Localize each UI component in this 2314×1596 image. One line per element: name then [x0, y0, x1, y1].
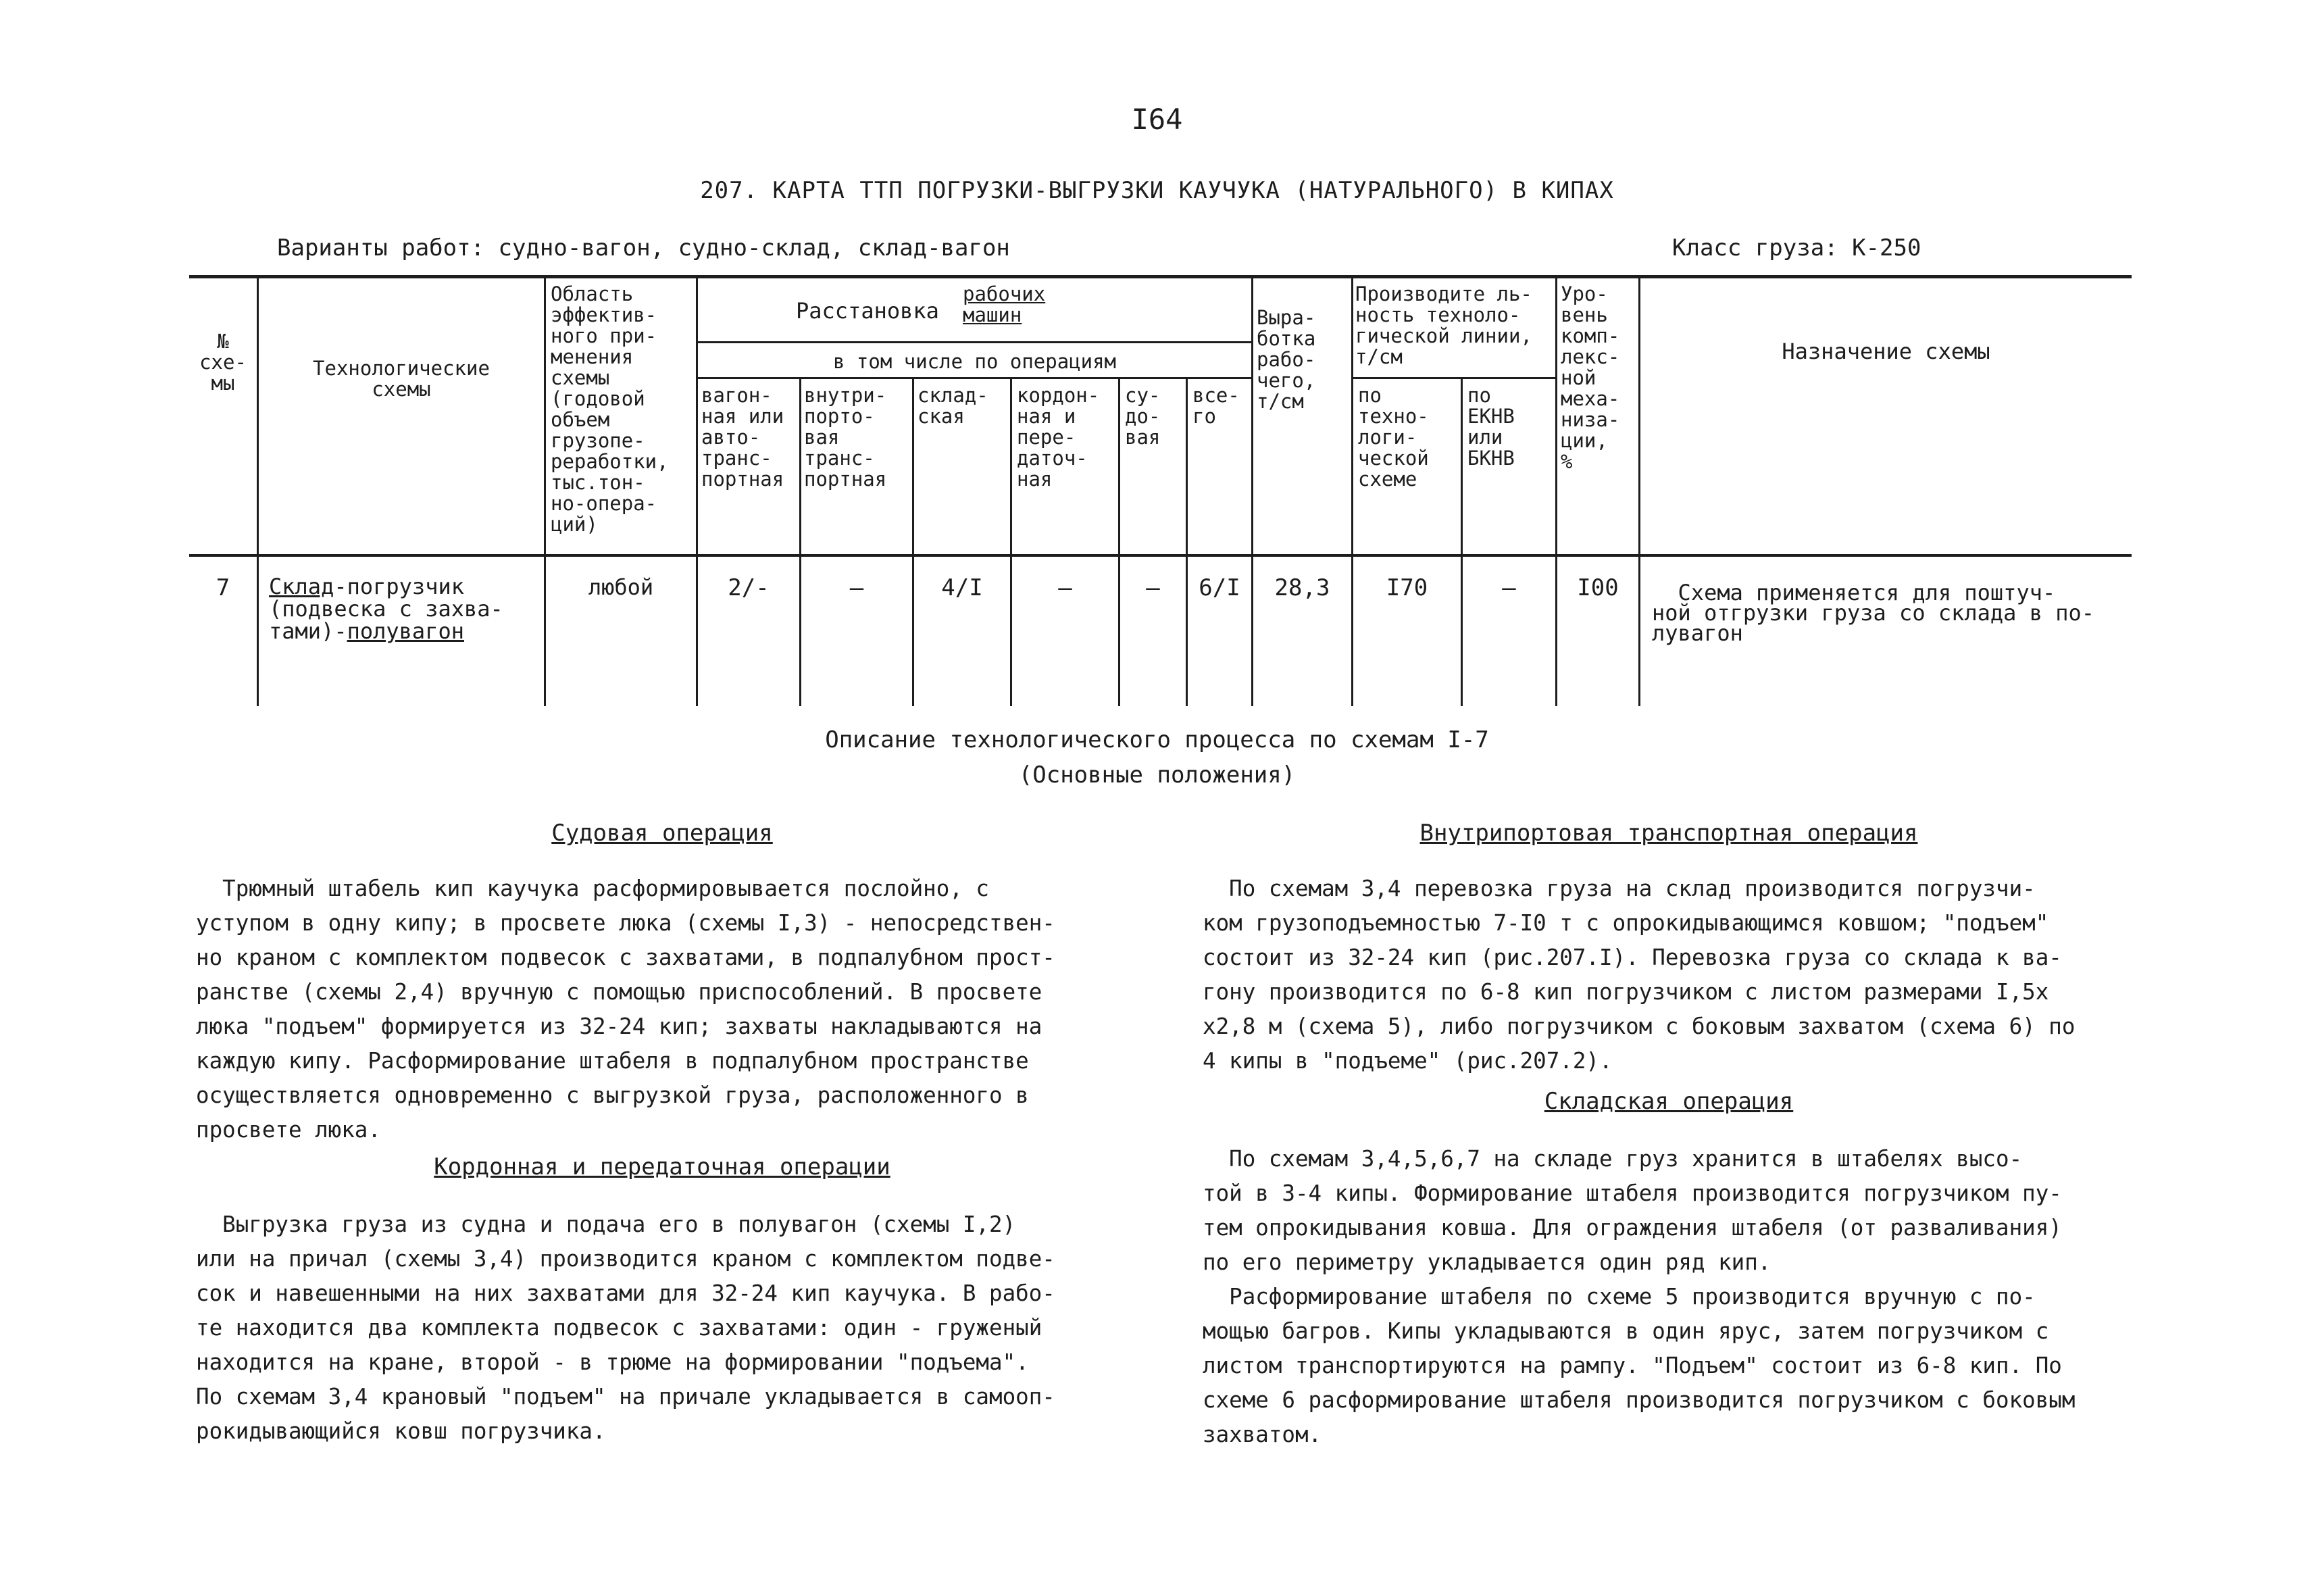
row-output: 28,3 [1274, 574, 1330, 601]
table-rule [696, 377, 1251, 379]
header-op-wagon: вагон- ная или авто- транс- портная [701, 384, 784, 491]
header-prod-by-scheme: по техно- логи- ческой схеме [1358, 384, 1429, 491]
header-prod-by-ekhv: по ЕКНВ или БКНВ [1467, 384, 1515, 470]
document-title: 207. КАРТА ТТП ПОГРУЗКИ-ВЫГРУЗКИ КАУЧУКА (НАТУРАЛЬНОГО) В КИПАХ [700, 177, 1614, 204]
header-mechanization: Уро- вень комп- лекс- ной меха- низа- ции, % [1561, 282, 1620, 473]
table-rule [1351, 377, 1555, 379]
table-col-rule [1461, 378, 1463, 706]
section-title-ship: Судовая операция [551, 820, 773, 847]
header-by-operation: в том числе по операциям [832, 350, 1117, 373]
table-col-rule [1351, 277, 1353, 706]
row-prod-ekhv: – [1502, 574, 1516, 601]
table-col-rule [544, 277, 546, 706]
header-output: Выра- ботка рабо- чего, т/см [1257, 306, 1316, 413]
table-col-rule [696, 277, 698, 706]
process-subtitle: (Основные положения) [1018, 762, 1296, 789]
row-op-warehouse: 4/I [941, 574, 983, 601]
section-title-internal: Внутрипортовая транспортная операция [1419, 820, 1918, 847]
table-top-rule [189, 275, 2132, 278]
work-variants: Варианты работ: судно-вагон, судно-склад, склад-вагон [277, 234, 1010, 261]
header-total: все- го [1192, 384, 1240, 428]
row-scheme-end: полувагон [347, 618, 464, 644]
row-scheme-start: Склад [269, 574, 334, 599]
section-title-warehouse: Складская операция [1544, 1088, 1794, 1115]
header-tech-schemes: Технологические схемы [313, 357, 490, 401]
row-op-ship: – [1146, 574, 1160, 601]
row-tech-scheme [269, 576, 503, 643]
table-col-rule [257, 277, 259, 706]
row-op-wagon: 2/- [728, 574, 770, 601]
section-title-cordon: Кордонная и передаточная операции [434, 1153, 890, 1180]
table-col-rule [1010, 378, 1012, 706]
row-op-internal: – [849, 574, 864, 601]
header-placement: Расстановка [796, 298, 939, 324]
section-text-internal: По схемам 3,4 перевозка груза на склад производится погрузчи- ком грузоподъемностью 7-I0 т с опрокидывающимся ковшом; "подъем" состоит из 32-24 кип (рис.207.I). Перевозка груза со склада к ва- гону производится по 6-8 кип погрузчиком с листом размерами I,5х х2,8 м (схема 5), либо погрузчиком с боковым захватом (схема 6) по 4 кипы в "подъеме" (рис.207.2). [1203, 876, 2076, 1074]
row-purpose: Схема применяется для поштуч- ной отгрузки груза со склада в по- лувагон [1652, 580, 2095, 646]
table-col-rule [799, 378, 801, 706]
row-application-area: любой [588, 574, 654, 600]
table-rule [696, 341, 1251, 343]
header-application-area: Область эффектив- ного при- менения схемы (годовой объем грузопе- реработки, тыс.тон- но-опера- ций) [551, 282, 669, 536]
page-number: I64 [1131, 103, 1183, 136]
table-col-rule [1251, 277, 1253, 706]
section-text-warehouse: По схемам 3,4,5,6,7 на складе груз хранится в штабелях высо- той в 3-4 кипы. Формирование штабеля производится погрузчиком пу- тем опрокидывания ковша. Для ограждения штабеля (от разваливания) по его периметру укладывается один ряд кип. Расформирование штабеля по схеме 5 производится вручную с по- мощью багров. Кипы укладываются в один ярус, затем погрузчиком с листом транспортируются на рампу. "Подъем" состоит из 6-8 кип. По схеме 6 расформирование штабеля производится погрузчиком с боковым захватом. [1203, 1146, 2076, 1447]
section-text-cordon: Выгрузка груза из судна и подача его в полувагон (схемы I,2) или на причал (схемы 3,4) производится краном с комплектом подве- сок и навешенными на них захватами для 32-24 кип каучука. В рабо- те находится два комплекта подвесок с захватами: один - груженый находится на кране, второй - в трюме на формировании "подъема". По схемам 3,4 крановый "подъем" на причале укладывается в самооп- рокидывающийся ковш погрузчика. [196, 1212, 1055, 1444]
row-mechanization: I00 [1577, 574, 1619, 601]
row-scheme-middle: -погрузчик (подвеска с захва- тами)- [269, 574, 503, 644]
table-col-rule [912, 378, 914, 706]
cargo-class: Класс груза: К-250 [1672, 234, 1921, 261]
table-col-rule [1555, 277, 1557, 706]
header-op-cordon: кордон- ная и пере- даточ- ная [1017, 384, 1100, 491]
header-productivity: Производите ль- ность техноло- гической линии, т/см [1355, 282, 1532, 368]
header-placement-machines: рабочих машин [963, 282, 1046, 326]
row-total: 6/I [1199, 574, 1240, 601]
header-op-warehouse: склад- ская [917, 384, 988, 428]
header-op-ship: су- до- вая [1125, 384, 1161, 449]
table-header-bottom-rule [189, 554, 2132, 557]
header-scheme-number: № схе- мы [199, 330, 247, 395]
header-purpose: Назначение схемы [1782, 339, 1990, 364]
table-col-rule [1118, 378, 1120, 706]
process-title: Описание технологического процесса по схемам I-7 [825, 726, 1489, 753]
table-col-rule [1186, 378, 1188, 706]
row-prod-scheme: I70 [1386, 574, 1428, 601]
header-op-internal: внутри- порто- вая транс- портная [804, 384, 887, 491]
row-op-cordon: – [1058, 574, 1072, 601]
section-text-ship: Трюмный штабель кип каучука расформировывается послойно, с уступом в одну кипу; в просвете люка (схемы I,3) - непосредствен- но краном с комплектом подвесок с захватами, в подпалубном прост- ранстве (схемы 2,4) вручную с помощью приспособлений. В просвете люка "подъем" формируется из 32-24 кип; захваты накладываются на каждую кипу. Расформирование штабеля в подпалубном пространстве осуществляется одновременно с выгрузкой груза, расположенного в просвете люка. [196, 876, 1055, 1143]
row-scheme-number: 7 [216, 574, 230, 601]
